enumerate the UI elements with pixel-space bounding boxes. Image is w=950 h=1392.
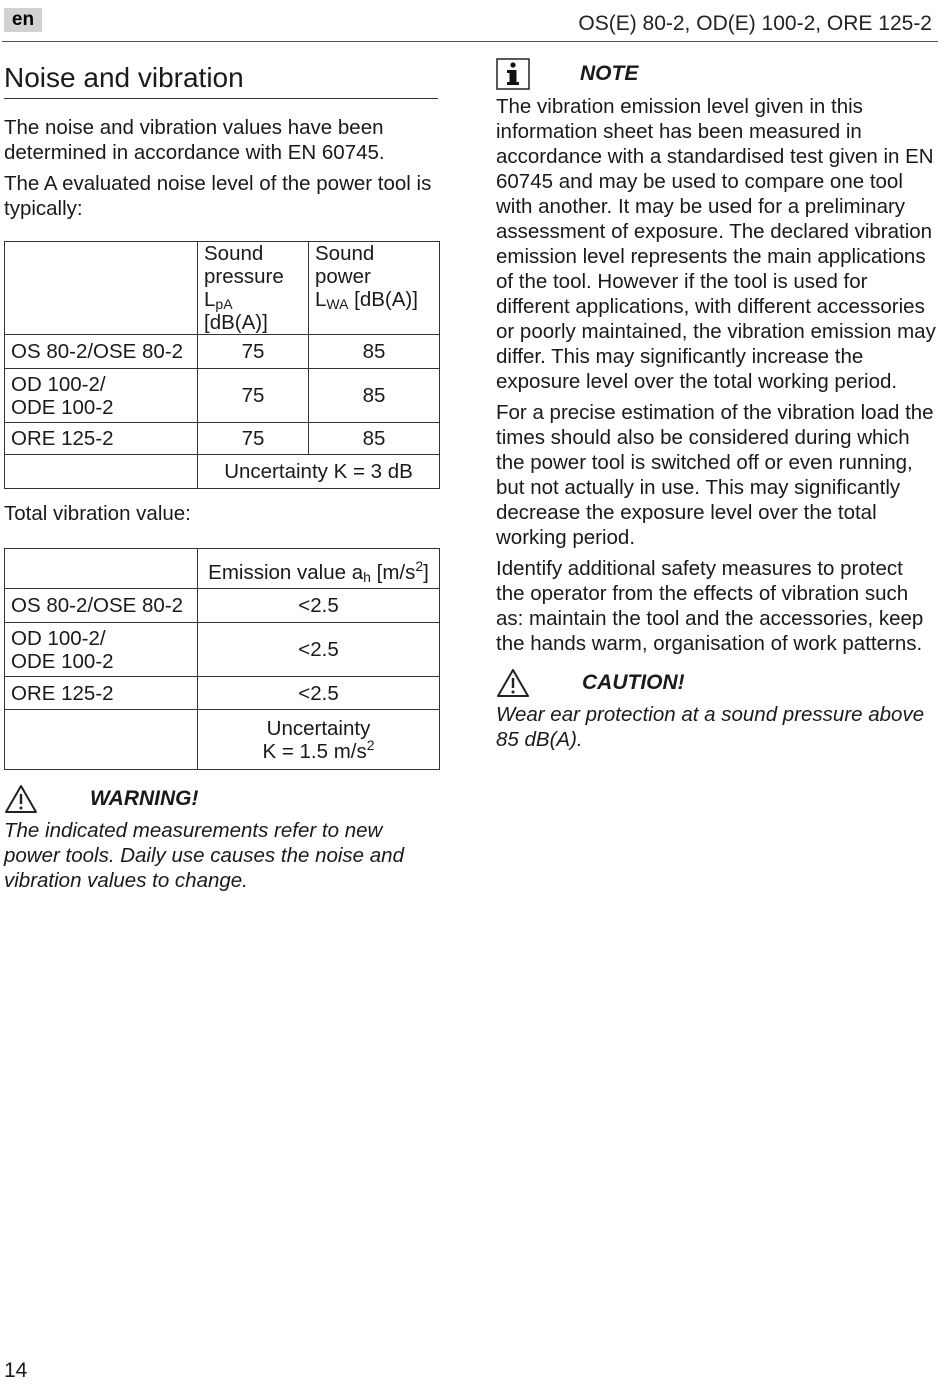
noise-uncertainty: Uncertainty K = 3 dB: [198, 455, 440, 489]
power-cell: 85: [309, 423, 440, 455]
emission-cell: <2.5: [198, 623, 440, 677]
sound-pressure-unit: $L_{pA}$ [dB(A)]: [204, 288, 268, 334]
vibration-label: Total vibration value:: [4, 502, 191, 525]
emission-cell: <2.5: [198, 677, 440, 710]
emission-value-header: Emission value $a_h$ $[m/s^2]$: [198, 549, 440, 589]
sound-power-header: [309, 242, 440, 335]
document-header: OS(E) 80-2, OD(E) 100-2, ORE 125-2: [578, 12, 932, 35]
warning-title: WARNING!: [90, 787, 199, 810]
vibration-table-header: [5, 549, 440, 589]
noise-table-header: [5, 242, 440, 335]
empty-cell: [5, 455, 198, 489]
left-column: [4, 58, 440, 893]
model-cell: ORE 125-2: [5, 677, 198, 710]
sound-power-line1: Sound: [315, 242, 375, 265]
sound-pressure-line1: Sound: [204, 242, 264, 265]
note-header: [496, 58, 936, 90]
note-title: NOTE: [580, 62, 639, 85]
noise-table: [4, 241, 440, 489]
right-column: [496, 58, 936, 752]
power-cell: 85: [309, 335, 440, 369]
language-tab: en: [4, 8, 42, 32]
table-row: [5, 589, 440, 623]
emission-cell: <2.5: [198, 589, 440, 623]
table-row: [5, 335, 440, 369]
empty-cell: [5, 710, 198, 770]
note-paragraph-3: Identify additional safety measures to protect the operator from the effects of vibration such as: maintain the tool and the accessories, keep the hands warm, organisation of work patterns.: [496, 557, 924, 655]
info-icon: [496, 58, 530, 90]
section-title: Noise and vibration: [4, 62, 438, 99]
note-paragraph-2: For a precise estimation of the vibration load the times should also be considered during which the power tool is switched off or even running, but not actually in use. This may significantly decrease the exposure level over the total working period.: [496, 401, 934, 549]
table-row: [5, 369, 440, 423]
page-number: 14: [4, 1359, 28, 1382]
model-cell: OS 80-2/OSE 80-2: [5, 335, 198, 369]
warning-header: [4, 784, 440, 814]
pressure-cell: 75: [198, 423, 309, 455]
noise-intro-paragraph: The A evaluated noise level of the power tool is typically:: [4, 172, 432, 220]
header-rule: [2, 41, 938, 42]
sound-pressure-line2: pressure: [204, 265, 284, 288]
sound-power-unit: $L_{WA}$ [dB(A)]: [315, 288, 418, 312]
warning-triangle-icon: [4, 784, 38, 814]
sound-pressure-header: [198, 242, 309, 335]
table-row: [5, 423, 440, 455]
note-paragraph-1: The vibration emission level given in this information sheet has been measured in accordance with a standardised test given in EN 60745 and may be used to compare one tool with another. It may be used for a preliminary assessment of exposure. The declared vibration emission level represents the main applications of the tool. However if the tool is used for different applications, with different accessories or poorly maintained, the vibration emission may differ. This may significantly increase the exposure level over the total working period.: [496, 95, 936, 393]
vibration-table: [4, 548, 440, 770]
vibration-uncertainty: Uncertainty K = 1.5 $m/s^2$: [198, 710, 440, 770]
model-cell: OD 100-2/ ODE 100-2: [5, 623, 198, 677]
power-cell: 85: [309, 369, 440, 423]
warning-text: The indicated measurements refer to new power tools. Daily use causes the noise and vibration values to change.: [4, 819, 404, 892]
caution-text: Wear ear protection at a sound pressure above 85 dB(A).: [496, 703, 925, 751]
model-cell: OS 80-2/OSE 80-2: [5, 589, 198, 623]
pressure-cell: 75: [198, 369, 309, 423]
caution-title: CAUTION!: [582, 671, 685, 694]
vibration-table-corner: [5, 549, 198, 589]
table-row: [5, 623, 440, 677]
table-row: [5, 710, 440, 770]
noise-table-corner: [5, 242, 198, 335]
warning-triangle-icon: [496, 668, 530, 698]
table-row: [5, 455, 440, 489]
model-cell: OD 100-2/ ODE 100-2: [5, 369, 198, 423]
intro-paragraph: The noise and vibration values have been determined in accordance with EN 60745.: [4, 116, 385, 164]
table-row: [5, 677, 440, 710]
pressure-cell: 75: [198, 335, 309, 369]
caution-header: [496, 668, 936, 698]
model-cell: ORE 125-2: [5, 423, 198, 455]
sound-power-line2: power: [315, 265, 371, 288]
